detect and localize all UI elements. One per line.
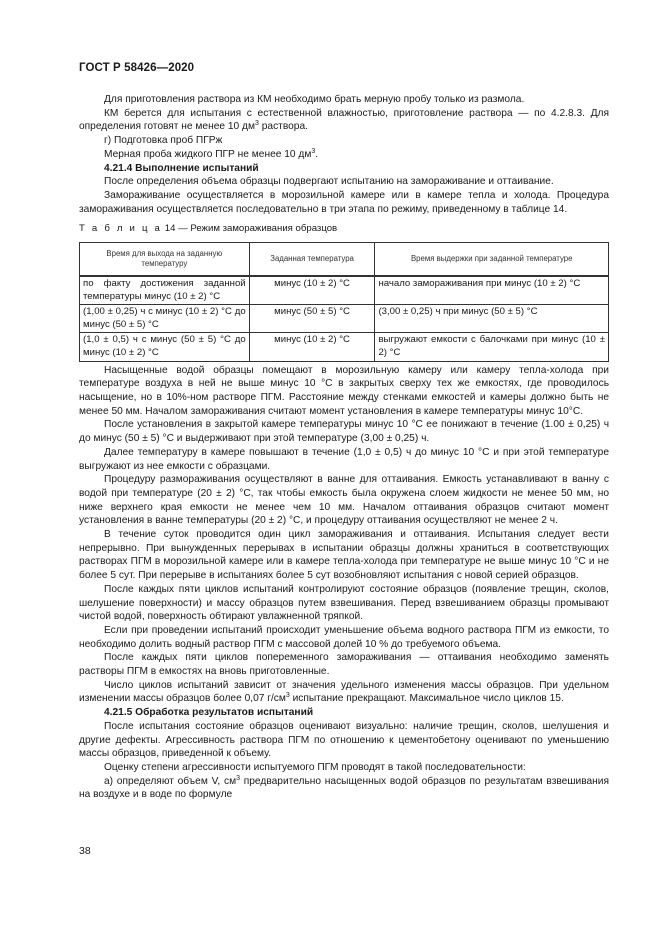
paragraph: Число циклов испытаний зависит от значения удельного изменения массы образцов. При удельном изменении массы образцов более 0,07 $г/см^3$ испытание прекращают. Максимальное число циклов 15. — [79, 679, 609, 705]
paragraph: Оценку степени агрессивности испытуемого ПГМ проводят в такой последовательности: — [104, 761, 526, 773]
page-number: 38 — [79, 845, 91, 857]
document-body — [79, 93, 609, 802]
paragraph: После испытания состояние образцов оценивают визуально: наличие трещин, сколов, шелушения и другие дефекты. Агрессивность раствора ПГМ по отношению к цементобетону оценивают по уменьшению массы образцов, приведенной к объему. — [79, 720, 609, 760]
table-cell: минус (50 ± 5) °С — [249, 305, 375, 333]
table-row — [80, 305, 609, 333]
table-cell: (1,00 ± 0,25) ч с минус (10 ± 2) °С до минус (50 ± 5) °С — [80, 305, 250, 333]
table-caption-text: 14 — Режим замораживания образцов — [162, 223, 338, 235]
paragraph: Процедуру размораживания осуществляют в ванне для оттаивания. Емкость устанавливают в ванну с водой при температуре (20 ± 2) °С, так чтобы емкость была окружена слоем жидкости не менее 50 мм, но ниже верхнего края емкости не менее чем 10 мм. Началом оттаивания образцов считают момент установления в ванне температуры (20 ± 2) °С, и процедуру оттаивания осуществляют не менее 2 ч. — [79, 474, 609, 527]
paragraph: После каждых пяти циклов попеременного замораживания — оттаивания необходимо заменять растворы ПГМ в емкостях на вновь приготовленные. — [79, 652, 609, 678]
document-header: ГОСТ Р 58426—2020 — [79, 62, 195, 74]
paragraph: Насыщенные водой образцы помещают в морозильную камеру или камеру тепла-холода при температуре воздуха в ней не выше минус 10 °С в закрытых сверху тех же емкостях, где проводилось насыщение, но в 10%-ном растворе ПГМ. Расстояние между стенками емкостей и камеры должно быть не менее 50 мм. Началом замораживания считают момент установления в камере температуры минус 10°С. — [79, 364, 609, 417]
section-heading-4-21-5: 4.21.5 Обработка результатов испытаний — [104, 707, 314, 719]
table-cell: (3,00 ± 0,25) ч при минус (50 ± 5) °С — [375, 305, 609, 333]
paragraph: Мерная проба жидкого ПГР не менее 10 $дм^3$. — [104, 147, 319, 160]
superscript: 3 — [285, 692, 290, 700]
table-cell: (1,0 ± 0,5) ч с минус (50 ± 5) °С до минус (10 ± 2) °С — [80, 333, 250, 361]
paragraph: а) определяют объем V, $см^3$ предварительно насыщенных водой образцов по результатам взвешивания на воздухе и в воде по формуле — [79, 774, 609, 801]
table-header-row — [80, 243, 609, 277]
table-caption — [79, 222, 609, 236]
paragraph: Далее температуру в камере повышают в течение (1,0 ± 0,5) ч до минус 10 °С и при этой температуре выгружают из нее емкости с образцами. — [79, 446, 609, 472]
table-caption-prefix: Т а б л и ц а — [79, 223, 163, 235]
table-cell: начало замораживания при минус (10 ± 2) °С — [375, 276, 609, 305]
paragraph: В течение суток проводится один цикл замораживания и оттаивания. Испытания следует вести непрерывно. При вынужденных перерывах в испытании образцы должны храниться в соответствующих растворах ПГМ в морозильной камере или в камере тепла-холода при температуре не выше минус 10 °С и не более 5 сут. При перерыве в испытаниях более 5 сут возобновляют испытания с новой серией образцов. — [79, 529, 609, 582]
section-heading-4-21-4: 4.21.4 Выполнение испытаний — [104, 162, 259, 174]
table-cell: минус (10 ± 2) °С — [249, 276, 375, 305]
paragraph: г) Подготовка проб ПГРж — [104, 135, 223, 147]
superscript: 3 — [311, 147, 316, 155]
table-header-cell: Время выдержки при заданной температуре — [375, 243, 609, 277]
paragraph: После установления в закрытой камере температуры минус 10 °С ее понижают в течение (1.00 ± 0,25) ч до минус (50 ± 5) °С и выдерживают при этой температуре (3,00 ± 0,25) ч. — [79, 419, 609, 445]
table-cell: минус (10 ± 2) °С — [249, 333, 375, 361]
table-header-cell: Заданная температура — [249, 243, 375, 277]
paragraph: Замораживание осуществляется в морозильной камере или в камере тепла и холода. Процедура замораживания осуществляется последовательно в три этапа по режиму, приведенному в таблице 14. — [79, 189, 609, 215]
table-cell: выгружают емкости с балочками при минус (10 ± 2) °С — [375, 333, 609, 361]
table-row — [80, 276, 609, 305]
paragraph: Для приготовления раствора из КМ необходимо брать мерную пробу только из размола. — [104, 94, 525, 105]
superscript: 3 — [255, 120, 259, 128]
paragraph: КМ берется для испытания с естественной влажностью, приготовление раствора — по 4.2.8.3. Для определения готовят не менее 10 $дм^3$ раствора. — [79, 107, 609, 133]
superscript: 3 — [236, 774, 241, 782]
table-row — [80, 333, 609, 361]
paragraph: После определения объема образцы подвергают испытанию на замораживание и оттаивание. — [104, 176, 554, 188]
paragraph: После каждых пяти циклов испытаний контролируют состояние образцов (появление трещин, сколов, шелушение поверхности) и массу образцов путем взвешивания. Перед взвешиванием образцы промывают чистой водой, поверхность обтирают увлажненной тряпкой. — [79, 583, 609, 623]
table-header-cell: Время для выхода на заданную температуру — [80, 243, 250, 277]
table-cell: по факту достижения заданной температуры минус (10 ± 2) °С — [80, 276, 250, 305]
paragraph: Если при проведении испытаний происходит уменьшение объема водного раствора ПГМ из емкости, то необходимо долить водный раствор ПГМ с массовой долей 10 % до требуемого объема. — [79, 624, 609, 650]
freezing-mode-table — [79, 242, 609, 362]
